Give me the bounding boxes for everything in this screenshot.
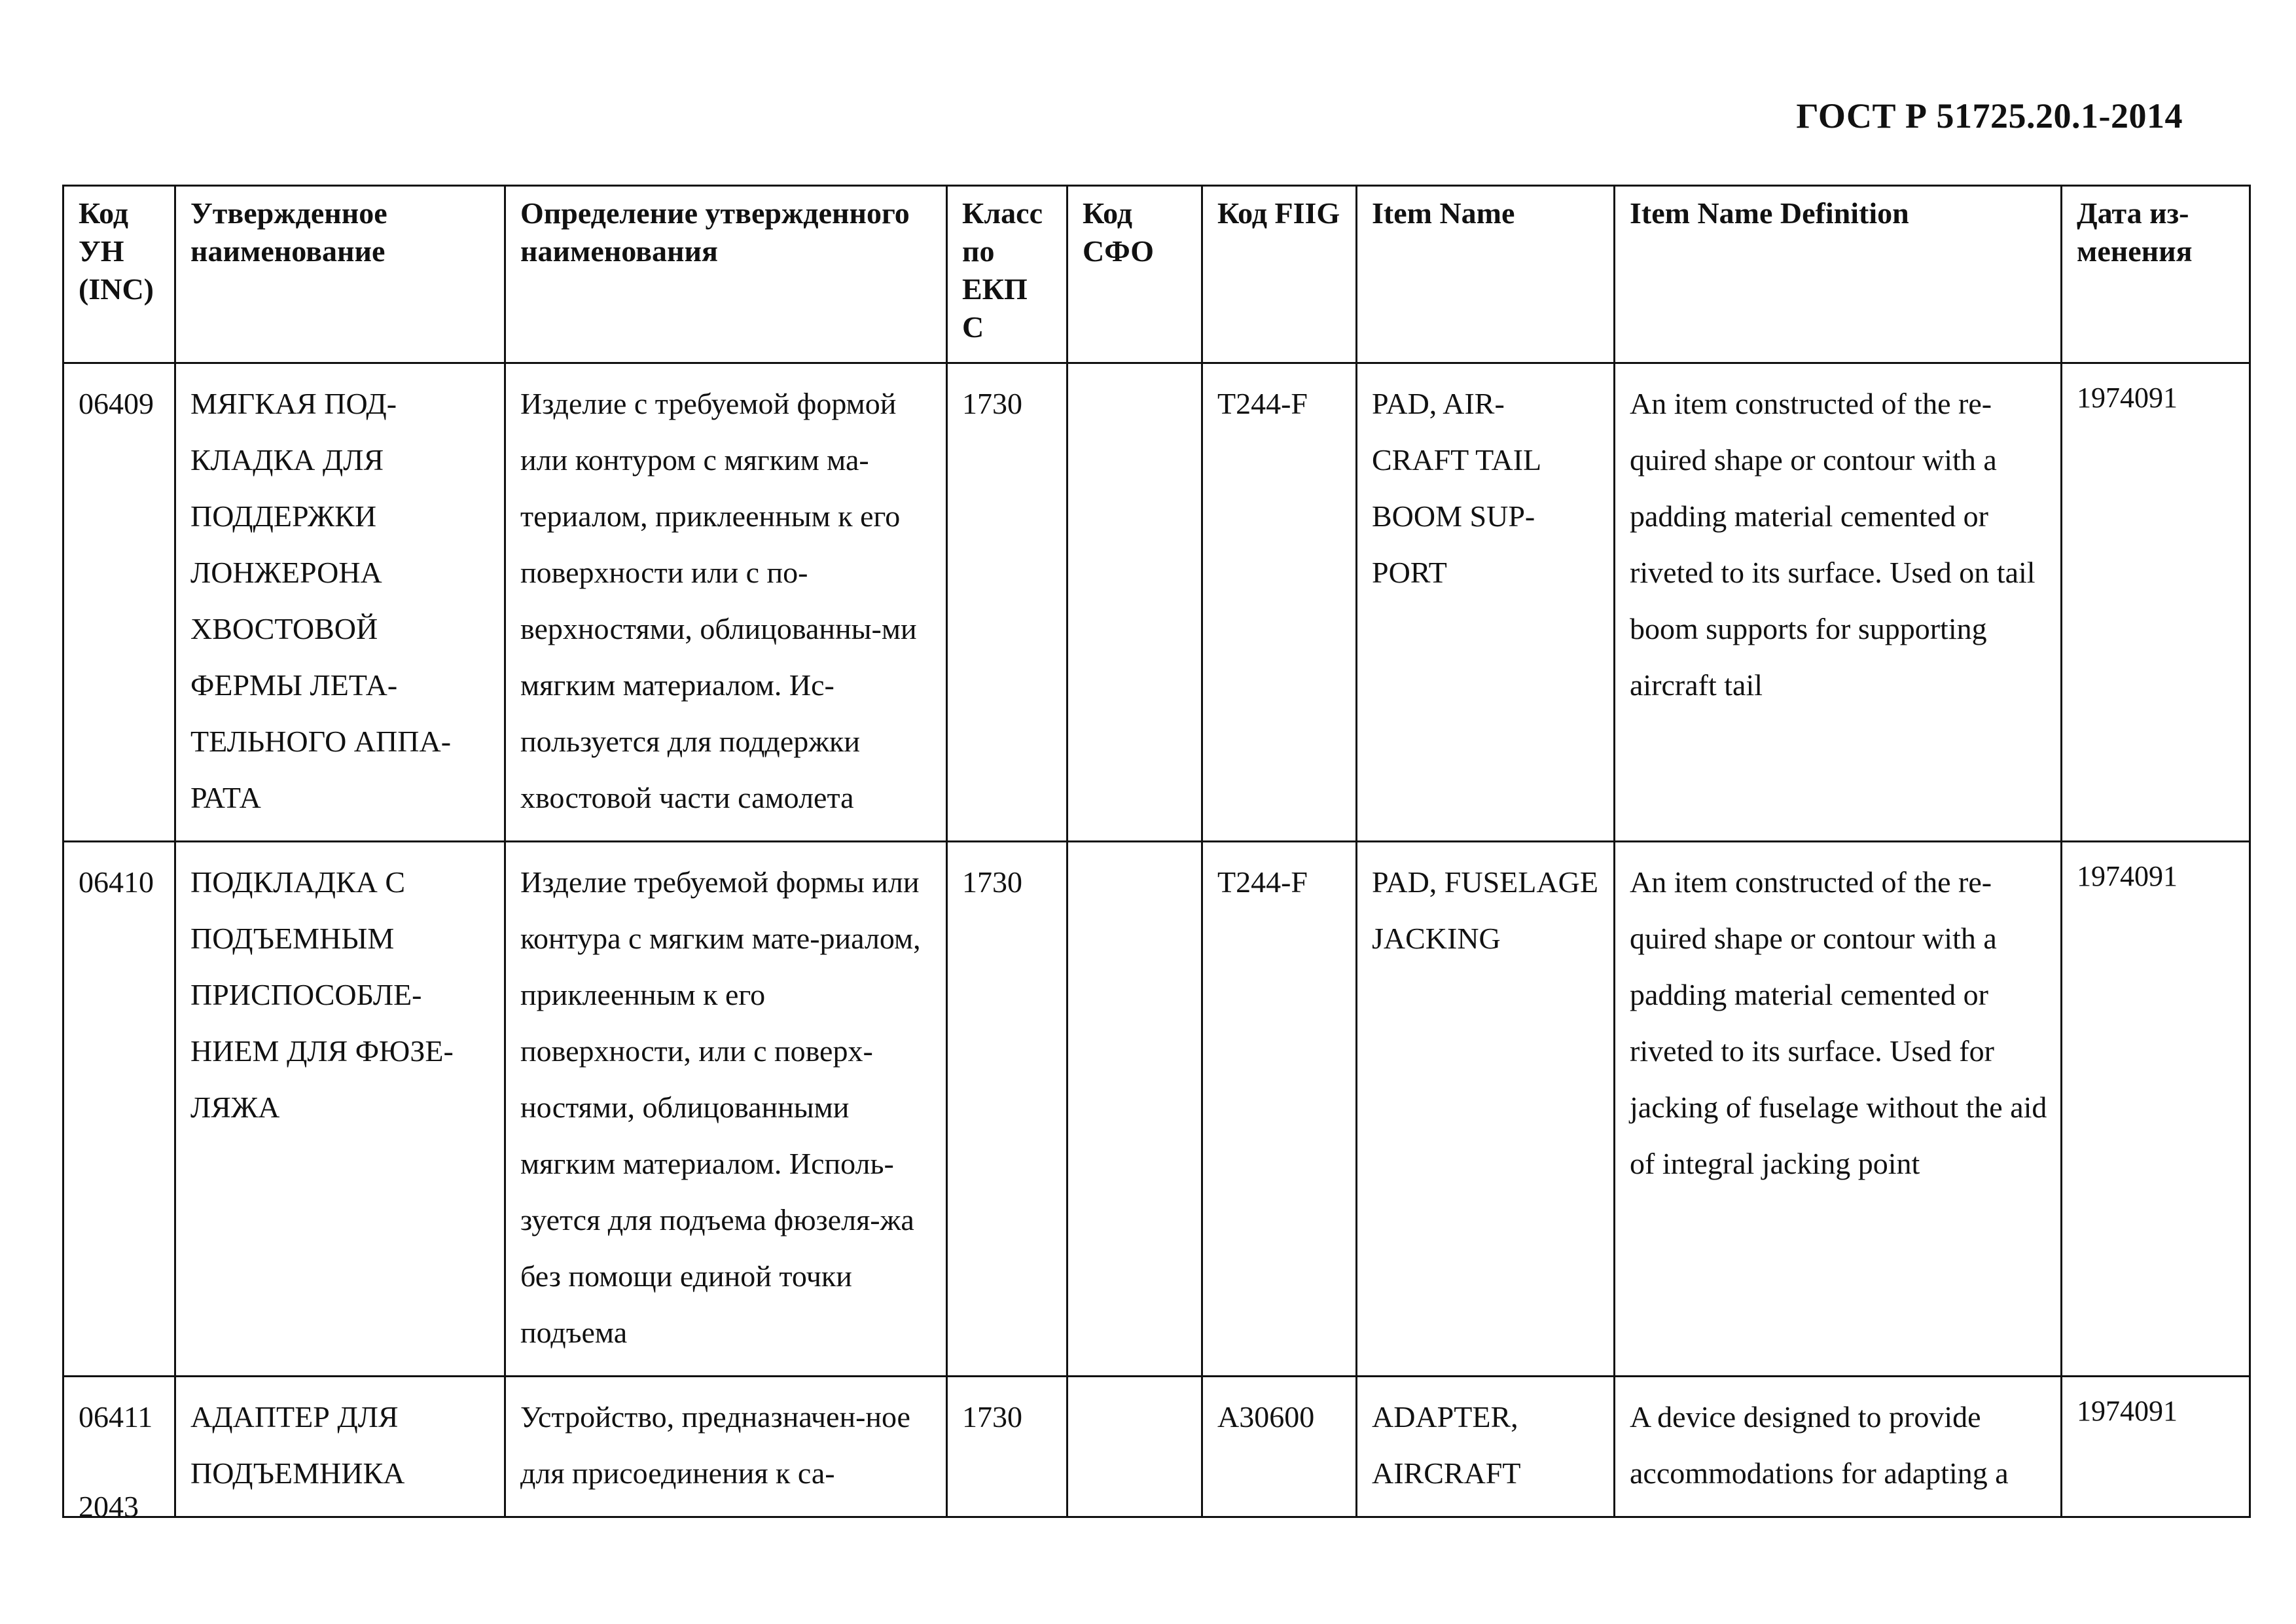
header-fiig-code: Код FIIG: [1202, 186, 1357, 363]
cell-item-name: PAD, AIR-CRAFT TAIL BOOM SUP-PORT: [1357, 363, 1615, 842]
header-name-definition: Определение утвержденного наименования: [505, 186, 947, 363]
header-item-name-definition: Item Name Definition: [1615, 186, 2062, 363]
table-row: [63, 1377, 2250, 1517]
cell-approved-name: АДАПТЕР ДЛЯ ПОДЪЕМНИКА: [175, 1377, 505, 1517]
cell-fiig-code: T244-F: [1202, 363, 1357, 842]
cell-ekp-class: 1730: [947, 842, 1067, 1377]
cell-item-name-definition: An item constructed of the re-quired shape or contour with a padding material cemented or riveted to its surface. Used on tail boom supports for supporting aircraft tail: [1615, 363, 2062, 842]
header-inc-code: Код УН (INC): [63, 186, 175, 363]
cell-sfo-code: [1067, 363, 1202, 842]
cell-change-date: 1974091: [2062, 363, 2250, 842]
cell-name-definition: Устройство, предназначен-ное для присоединения к са-: [505, 1377, 947, 1517]
cell-ekp-class: 1730: [947, 1377, 1067, 1517]
table-row: [63, 363, 2250, 842]
item-catalog-table: [62, 185, 2251, 1518]
cell-inc-code: 06410: [63, 842, 175, 1377]
cell-approved-name: ПОДКЛАДКА С ПОДЪЕМНЫМ ПРИСПОСОБЛЕ-НИЕМ ДЛЯ ФЮЗЕ-ЛЯЖА: [175, 842, 505, 1377]
table-row: [63, 842, 2250, 1377]
header-sfo-code: Код СФО: [1067, 186, 1202, 363]
page-number: 2043: [79, 1490, 139, 1523]
cell-item-name: ADAPTER, AIRCRAFT: [1357, 1377, 1615, 1517]
cell-fiig-code: T244-F: [1202, 842, 1357, 1377]
cell-inc-code: 06409: [63, 363, 175, 842]
document-standard-header: ГОСТ Р 51725.20.1-2014: [1796, 96, 2183, 135]
header-item-name: Item Name: [1357, 186, 1615, 363]
cell-sfo-code: [1067, 842, 1202, 1377]
header-approved-name: Утвержденное наименование: [175, 186, 505, 363]
cell-change-date: 1974091: [2062, 842, 2250, 1377]
table-header-row: [63, 186, 2250, 363]
cell-name-definition: Изделие с требуемой формой или контуром с мягким ма-териалом, приклеенным к его поверхности или с по-верхностями, облицованны-ми мягким материалом. Ис-пользуется для поддержки хвостовой части самолета: [505, 363, 947, 842]
cell-sfo-code: [1067, 1377, 1202, 1517]
cell-ekp-class: 1730: [947, 363, 1067, 842]
header-ekp-class: Класс по ЕКП С: [947, 186, 1067, 363]
cell-item-name-definition: A device designed to provide accommodations for adapting a: [1615, 1377, 2062, 1517]
cell-inc-code: 06411: [63, 1377, 175, 1517]
cell-change-date: 1974091: [2062, 1377, 2250, 1517]
cell-approved-name: МЯГКАЯ ПОД-КЛАДКА ДЛЯ ПОДДЕРЖКИ ЛОНЖЕРОНА ХВОСТОВОЙ ФЕРМЫ ЛЕТА-ТЕЛЬНОГО АППА-РАТА: [175, 363, 505, 842]
cell-fiig-code: A30600: [1202, 1377, 1357, 1517]
cell-item-name: PAD, FUSELAGE JACKING: [1357, 842, 1615, 1377]
cell-item-name-definition: An item constructed of the re-quired shape or contour with a padding material cemented or riveted to its surface. Used for jacking of fuselage without the aid of integral jacking point: [1615, 842, 2062, 1377]
cell-name-definition: Изделие требуемой формы или контура с мягким мате-риалом, приклеенным к его поверхности, или с поверх-ностями, облицованными мягким материалом. Исполь-зуется для подъема фюзеля-жа без помощи единой точки подъема: [505, 842, 947, 1377]
header-change-date: Дата из-менения: [2062, 186, 2250, 363]
